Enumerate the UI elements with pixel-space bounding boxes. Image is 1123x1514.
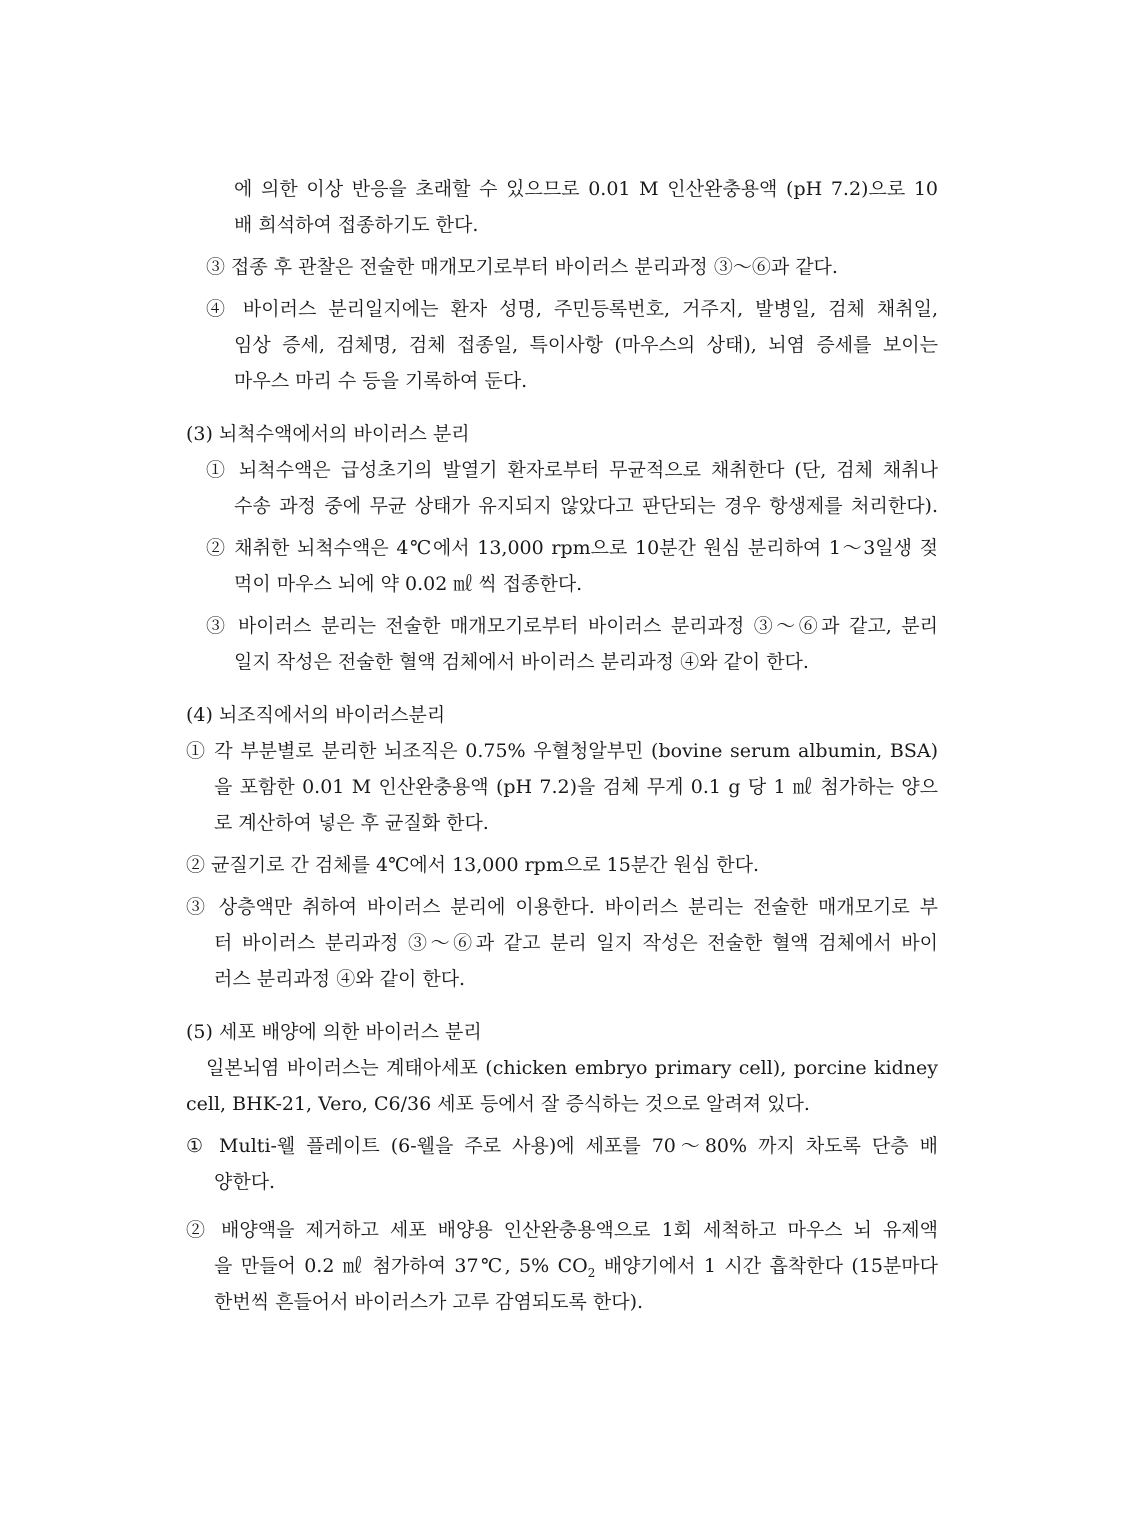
text-line: 을 포함한 0.01 M 인산완충용액 (pH 7.2)을 검체 무게 0.1 g 당 1 ㎖ 첨가하는 양으 (214, 776, 938, 798)
list-item (186, 733, 938, 841)
list-item (186, 1212, 938, 1320)
text-line: 일본뇌염 바이러스는 계태아세포 (chicken embryo primary cell), porcine kidney (206, 1057, 938, 1079)
text-line: ① Multi-웰 플레이트 (6-웰을 주로 사용)에 세포를 70～80% 까지 차도록 단층 배 (186, 1135, 938, 1157)
text-line: 러스 분리과정 ④와 같이 한다. (214, 968, 466, 990)
intro-paragraph (186, 1050, 938, 1122)
section-heading: (4) 뇌조직에서의 바이러스분리 (186, 704, 446, 726)
list-item (186, 889, 938, 997)
text-line: 한번씩 흔들어서 바이러스가 고루 감염되도록 한다). (214, 1291, 644, 1313)
text-line: 양한다. (214, 1171, 276, 1193)
text-line: ③ 바이러스 분리는 전술한 매개모기로부터 바이러스 분리과정 ③～⑥과 같고, 분리 (206, 615, 938, 637)
text-line: ② 채취한 뇌척수액은 4℃에서 13,000 rpm으로 10분간 원심 분리하여 1～3일생 젖 (206, 537, 938, 559)
text-line: 로 계산하여 넣은 후 균질화 한다. (214, 812, 489, 834)
text-line: cell, BHK-21, Vero, C6/36 세포 등에서 잘 증식하는 것으로 알려져 있다. (186, 1093, 810, 1115)
text-line: ③ 상층액만 취하여 바이러스 분리에 이용한다. 바이러스 분리는 전술한 매개모기로 부 (186, 896, 938, 918)
list-item (186, 608, 938, 680)
text-line: 먹이 마우스 뇌에 약 0.02 ㎖ 씩 접종한다. (234, 573, 583, 595)
text-line: ② 배양액을 제거하고 세포 배양용 인산완충용액으로 1회 세척하고 마우스 뇌 유제액 (186, 1219, 938, 1241)
subscript: 2 (587, 1265, 596, 1280)
list-item-3 (186, 249, 938, 285)
list-item-4 (186, 291, 938, 399)
text-line (186, 1248, 938, 1284)
list-item (186, 847, 938, 883)
section-heading: (3) 뇌척수액에서의 바이러스 분리 (186, 423, 470, 445)
text-line: 수송 과정 중에 무균 상태가 유지되지 않았다고 판단되는 경우 항생제를 처리한다). (234, 495, 939, 517)
document-page (186, 171, 938, 1320)
list-item (186, 1128, 938, 1200)
text-line: ① 각 부분별로 분리한 뇌조직은 0.75% 우혈청알부민 (bovine serum albumin, BSA) (186, 740, 938, 762)
text-line: ④ 바이러스 분리일지에는 환자 성명, 주민등록번호, 거주지, 발병일, 검체 채취일, (206, 298, 938, 320)
continued-paragraph (186, 171, 938, 243)
text-line: ③ 접종 후 관찰은 전술한 매개모기로부터 바이러스 분리과정 ③～⑥과 같다. (206, 256, 838, 278)
text-line: 터 바이러스 분리과정 ③～⑥과 같고 분리 일지 작성은 전술한 혈액 검체에서 바이 (214, 932, 938, 954)
section-3 (186, 416, 938, 680)
section-heading: (5) 세포 배양에 의한 바이러스 분리 (186, 1021, 482, 1043)
text-line: 마우스 마리 수 등을 기록하여 둔다. (234, 370, 528, 392)
text-line: 일지 작성은 전술한 혈액 검체에서 바이러스 분리과정 ④와 같이 한다. (234, 651, 809, 673)
text-line: 에 의한 이상 반응을 초래할 수 있으므로 0.01 M 인산완충용액 (pH 7.2)으로 10 (234, 178, 938, 200)
text-line: ① 뇌척수액은 급성초기의 발열기 환자로부터 무균적으로 채취한다 (단, 검체 채취나 (206, 459, 938, 481)
section-4 (186, 697, 938, 997)
list-item (186, 530, 938, 602)
text-line: 임상 증세, 검체명, 검체 접종일, 특이사항 (마우스의 상태), 뇌염 증세를 보이는 (234, 334, 938, 356)
text-span: 을 만들어 0.2 ㎖ 첨가하여 37℃, 5% CO (214, 1255, 588, 1277)
text-line: 배 희석하여 접종하기도 한다. (234, 214, 479, 236)
text-span: 배양기에서 1 시간 흡착한다 (15분마다 (595, 1255, 938, 1277)
list-item (186, 452, 938, 524)
text-line: ② 균질기로 간 검체를 4℃에서 13,000 rpm으로 15분간 원심 한다. (186, 854, 760, 876)
section-5 (186, 1014, 938, 1320)
